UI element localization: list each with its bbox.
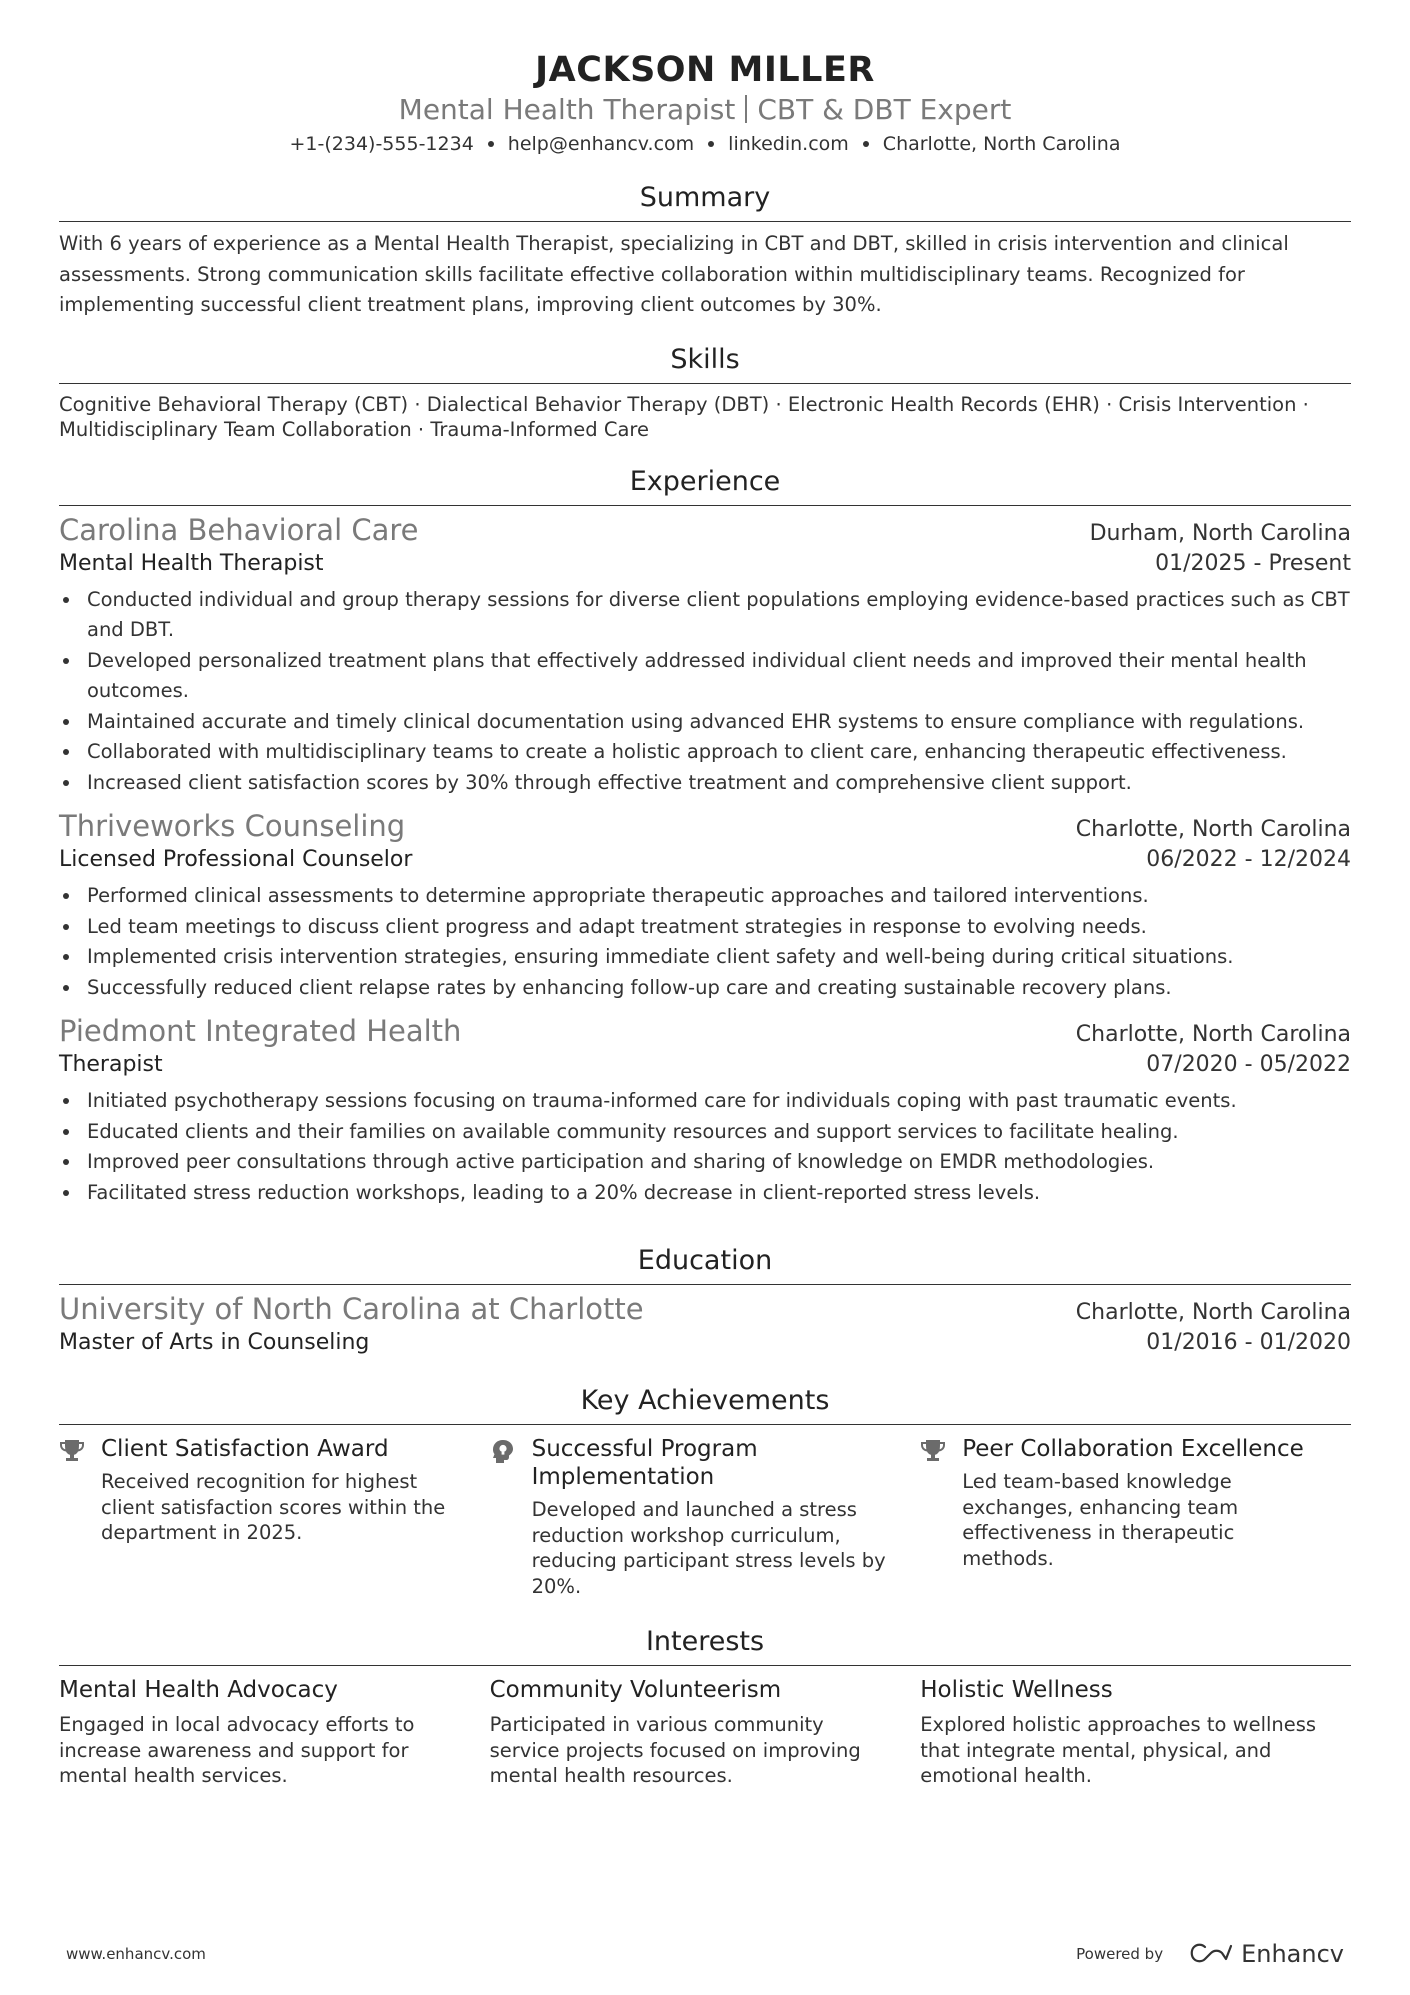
company-name: Thriveworks Counseling [59, 809, 406, 843]
interest-description: Engaged in local advocacy efforts to increase awareness and support for mental health services. [59, 1713, 415, 1787]
contact-location: Charlotte, North Carolina [882, 133, 1121, 155]
achievement-item [59, 1435, 490, 1599]
skills-section [59, 343, 1351, 443]
title-separator [745, 95, 747, 123]
enhancv-logo[interactable] [1189, 1940, 1344, 1968]
page-footer [66, 1940, 1344, 1968]
interests-section [59, 1625, 1351, 1789]
enhancv-logo-icon [1189, 1943, 1233, 1965]
candidate-title [59, 92, 1351, 128]
job-location: Charlotte, North Carolina [1075, 817, 1351, 842]
experience-section [59, 465, 1351, 1209]
powered-by-label: Powered by [1076, 1945, 1164, 1963]
achievement-description: Developed and launched a stress reduction workshop curriculum, reducing participant stress levels by 20%. [531, 1498, 886, 1598]
company-name: Carolina Behavioral Care [59, 512, 419, 547]
section-divider [59, 505, 1351, 506]
achievement-item [920, 1435, 1351, 1599]
list-item: Conducted individual and group therapy sessions for diverse client populations employing evidence-based practices such as CBT and DBT. [59, 585, 1351, 646]
list-item: Maintained accurate and timely clinical documentation using advanced EHR systems to ensure compliance with regulations. [59, 707, 1351, 738]
interest-title: Holistic Wellness [920, 1677, 1113, 1703]
job-dates: 01/2025 - Present [1155, 550, 1351, 576]
interest-title: Community Volunteerism [489, 1677, 782, 1703]
list-item: Developed personalized treatment plans that effectively addressed individual client needs and improved their mental health outcomes. [59, 646, 1351, 707]
achievement-title: Successful Program Implementation [531, 1436, 758, 1490]
job-bullets [59, 881, 1351, 1003]
achievement-title: Peer Collaboration Excellence [962, 1436, 1304, 1462]
interest-item [59, 1676, 490, 1789]
section-heading: Key Achievements [580, 1385, 830, 1416]
list-item: Improved peer consultations through active participation and sharing of knowledge on EMDR methodologies. [59, 1147, 1351, 1178]
list-item: Facilitated stress reduction workshops, leading to a 20% decrease in client-reported stress levels. [59, 1178, 1351, 1209]
degree-name: Master of Arts in Counseling [59, 1330, 370, 1355]
list-item: Implemented crisis intervention strategies, ensuring immediate client safety and well-being during critical situations. [59, 942, 1351, 973]
interest-description: Participated in various community service projects focused on improving mental health resources. [489, 1713, 861, 1787]
brand-name: Enhancv [1241, 1940, 1344, 1968]
list-item: Collaborated with multidisciplinary teams to create a holistic approach to client care, enhancing therapeutic effectiveness. [59, 737, 1351, 768]
achievements-section [59, 1384, 1351, 1599]
section-heading: Experience [629, 465, 781, 497]
head-lightbulb-icon [490, 1435, 532, 1599]
trophy-icon [920, 1435, 962, 1571]
section-heading: Skills [670, 343, 740, 375]
section-heading: Summary [639, 182, 771, 213]
section-divider [59, 221, 1351, 222]
list-item: Increased client satisfaction scores by 30% through effective treatment and comprehensive client support. [59, 768, 1351, 799]
interest-description: Explored holistic approaches to wellness that integrate mental, physical, and emotional health. [920, 1713, 1317, 1787]
job-location: Charlotte, North Carolina [1075, 1022, 1351, 1047]
achievement-description: Received recognition for highest client satisfaction scores within the department in 2025. [101, 1470, 446, 1544]
contact-phone[interactable]: +1-(234)-555-1234 [289, 133, 474, 155]
achievement-item [490, 1435, 921, 1599]
job-role: Licensed Professional Counselor [59, 847, 413, 872]
school-location: Charlotte, North Carolina [1075, 1300, 1351, 1325]
job-bullets [59, 585, 1351, 799]
contact-linkedin[interactable]: linkedin.com [728, 133, 849, 155]
summary-section [59, 181, 1351, 321]
education-section [59, 1244, 1351, 1358]
school-name: University of North Carolina at Charlotte [59, 1292, 644, 1326]
list-item: Initiated psychotherapy sessions focusing on trauma-informed care for individuals coping with past traumatic events. [59, 1086, 1351, 1117]
contact-email[interactable]: help@enhancv.com [507, 133, 695, 155]
interest-title: Mental Health Advocacy [59, 1677, 338, 1703]
experience-entry [59, 808, 1351, 1003]
section-heading: Education [637, 1245, 773, 1276]
list-item: Successfully reduced client relapse rates by enhancing follow-up care and creating sustainable recovery plans. [59, 973, 1351, 1004]
achievement-title: Client Satisfaction Award [101, 1436, 389, 1462]
education-entry [59, 1291, 1351, 1358]
job-bullets [59, 1086, 1351, 1208]
job-dates: 07/2020 - 05/2022 [1146, 1052, 1351, 1077]
experience-entry [59, 1013, 1351, 1208]
skills-list: Cognitive Behavioral Therapy (CBT) · Dialectical Behavior Therapy (DBT) · Electronic Health Records (EHR) · Crisis Intervention · Multidisciplinary Team Collaboration · Trauma-Informed Care [59, 392, 1309, 441]
interest-item [920, 1676, 1351, 1789]
footer-url[interactable]: www.enhancv.com [66, 1945, 206, 1963]
section-divider [59, 1424, 1351, 1425]
title-specialty: CBT & DBT Expert [757, 93, 1012, 126]
summary-text: With 6 years of experience as a Mental Health Therapist, specializing in CBT and DBT, skilled in crisis intervention and clinical assessments. Strong communication skills facilitate effective collaboration within multidisciplinary teams. Recognized for implementing successful client treatment plans, improving client outcomes by 30%. [59, 232, 1289, 316]
title-role: Mental Health Therapist [398, 93, 736, 126]
section-divider [59, 1284, 1351, 1285]
job-dates: 06/2022 - 12/2024 [1146, 847, 1351, 872]
job-location: Durham, North Carolina [1089, 520, 1351, 546]
education-dates: 01/2016 - 01/2020 [1146, 1330, 1351, 1355]
resume-header [59, 0, 1351, 158]
section-divider [59, 1665, 1351, 1666]
candidate-name: JACKSON MILLER [535, 50, 875, 90]
contact-separator [708, 141, 714, 147]
contact-separator [863, 141, 869, 147]
job-role: Therapist [59, 1052, 163, 1077]
list-item: Performed clinical assessments to determine appropriate therapeutic approaches and tailored interventions. [59, 881, 1351, 912]
footer-branding [1076, 1940, 1344, 1968]
list-item: Educated clients and their families on available community resources and support services to facilitate healing. [59, 1117, 1351, 1148]
trophy-icon [59, 1435, 101, 1546]
achievement-description: Led team-based knowledge exchanges, enhancing team effectiveness in therapeutic methods. [962, 1470, 1239, 1570]
contact-line [59, 130, 1351, 158]
experience-entry [59, 512, 1351, 799]
job-role: Mental Health Therapist [59, 550, 324, 576]
section-heading: Interests [645, 1626, 765, 1657]
interest-item [490, 1676, 921, 1789]
list-item: Led team meetings to discuss client progress and adapt treatment strategies in response to evolving needs. [59, 912, 1351, 943]
contact-separator [488, 141, 494, 147]
section-divider [59, 383, 1351, 384]
company-name: Piedmont Integrated Health [59, 1014, 462, 1048]
